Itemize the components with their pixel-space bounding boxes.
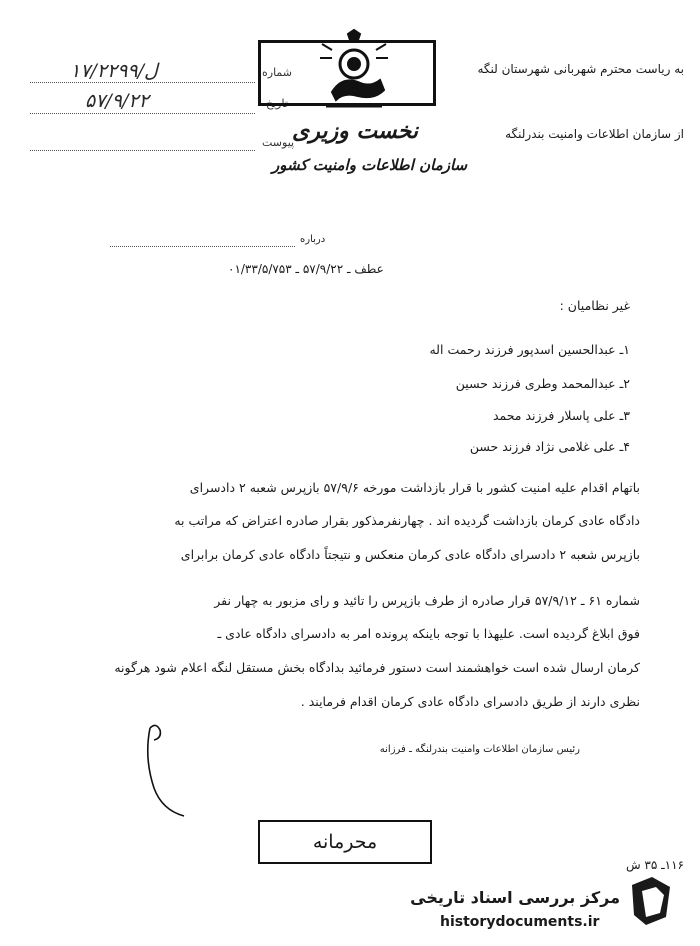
body-line: کرمان ارسال شده است خواهشمند است دستور فرمائید بدادگاه بخش مستقل لنگه اعلام شود هرگونه: [114, 660, 640, 675]
body-line: نظری دارند از طریق دادسرای دادگاه عادی کرمان اقدام فرمایند .: [300, 694, 640, 709]
person-item: ۱ـ عبدالحسین اسدپور فرزند رحمت اله: [429, 342, 630, 357]
date-label: تاریخ: [266, 97, 288, 110]
body-line: باتهام اقدام علیه امنیت کشور با قرار بازداشت مورخه ۵۷/۹/۶ بازپرس شعبه ۲ دادسرای: [189, 480, 640, 495]
subject-label: درباره: [300, 234, 326, 245]
handwritten-signature-icon: [130, 720, 250, 820]
ministry-title: نخست وزیری: [292, 118, 418, 144]
classification-label: محرمانه: [312, 831, 378, 853]
body-line: فوق ابلاغ گردیده است. علیهذا با توجه باینکه پرونده امر به دادسرای دادگاه عادی ـ: [217, 626, 640, 641]
recipient-line: به ریاست محترم شهربانی شهرستان لنگه: [477, 62, 684, 76]
signatory-line: رئیس سازمان اطلاعات وامنیت بندرلنگه ـ فرزانه: [379, 744, 580, 755]
section-title: غیر نظامیان :: [559, 298, 630, 313]
person-item: ۳ـ علی پاسلار فرزند محمد: [492, 408, 630, 423]
watermark-title: مرکز بررسی اسناد تاریخی: [410, 888, 620, 907]
body-line: شماره ۶۱ ـ ۵۷/۹/۱۲ قرار صادره از طرف بازپرس را تائید و رای مزبور به چهار نفر: [214, 593, 640, 608]
reference-line: عطف ـ ۵۷/۹/۲۲ ـ ۰۱/۳۳/۵/۷۵۳: [228, 262, 384, 276]
body-line: بازپرس شعبه ۲ دادسرای دادگاه عادی کرمان منعکس و نتیجتاً دادگاه عادی کرمان برابرای: [180, 547, 640, 562]
attachment-label: پیوست: [262, 136, 295, 149]
number-label: شماره: [262, 66, 293, 79]
date-value: ۵۷/۹/۲۲: [85, 90, 149, 112]
body-line: دادگاه عادی کرمان بازداشت گردیده اند . چهارنفرمذکور بقرار صادره اعتراض که مراتب به: [174, 513, 640, 528]
watermark-url: historydocuments.ir: [440, 914, 600, 930]
archive-logo-icon: [628, 875, 674, 927]
number-value: ۱۷/۲۲۹۹/ل: [70, 60, 158, 82]
person-item: ۴ـ علی غلامی نژاد فرزند حسن: [469, 439, 630, 454]
classification-box: [258, 820, 432, 864]
organization-title: سازمان اطلاعات وامنیت کشور: [272, 156, 468, 174]
sender-line: از سازمان اطلاعات وامنیت بندرلنگه: [505, 127, 684, 141]
document-code: ۱۱۶ـ ۳۵ ش: [625, 858, 684, 872]
person-item: ۲ـ عبدالمحمد وطری فرزند حسین: [455, 376, 630, 391]
lion-and-sun-emblem-icon: [318, 28, 390, 114]
